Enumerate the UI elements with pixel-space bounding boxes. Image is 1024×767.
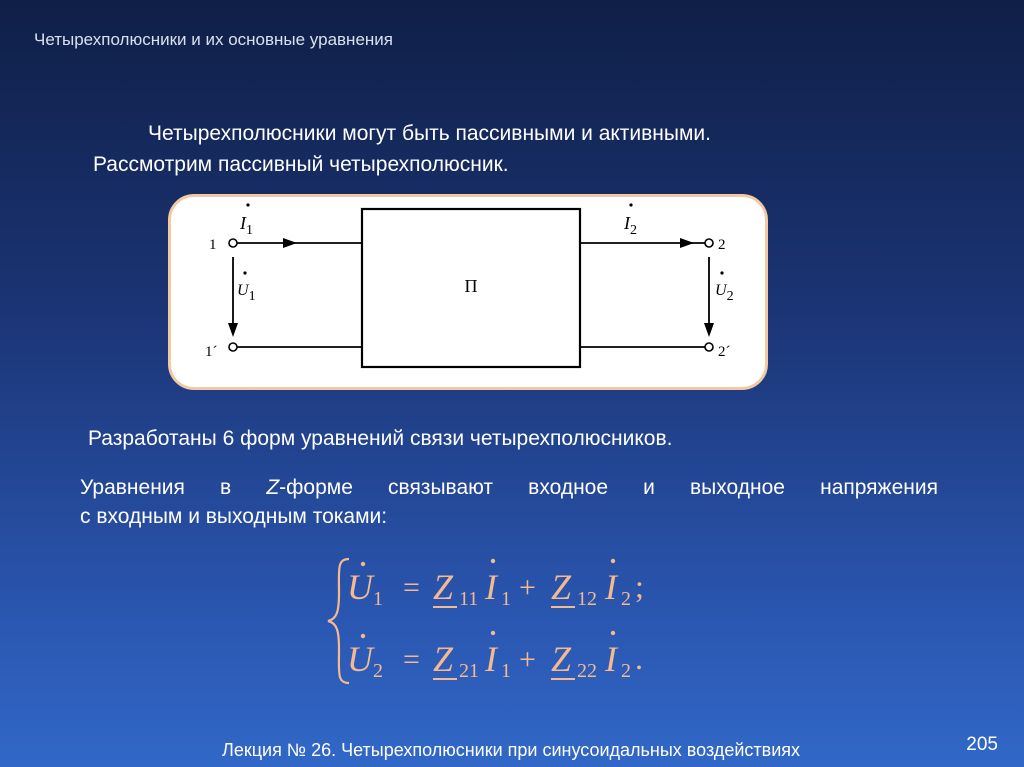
equation-1 <box>347 559 644 610</box>
svg-text:1: 1 <box>501 660 511 682</box>
svg-text:U: U <box>347 639 373 679</box>
svg-text:.: . <box>635 640 643 676</box>
svg-text:11: 11 <box>459 588 479 610</box>
two-port-diagram-card <box>168 194 768 390</box>
svg-text:=: = <box>403 643 420 676</box>
current-in-label: $I_1$ <box>240 213 253 238</box>
svg-text:=: = <box>403 571 420 604</box>
current-out-arrow <box>680 238 694 248</box>
voltage-in-arrow <box>228 323 238 337</box>
svg-text:12: 12 <box>577 588 597 610</box>
terminal-1 <box>229 239 237 247</box>
svg-text:+: + <box>519 571 536 604</box>
current-out-label: $I_2$ <box>624 213 637 238</box>
voltage-out-dot <box>720 271 723 274</box>
slide-title: Четырехполюсники и их основные уравнения <box>34 30 393 49</box>
svg-text:U: U <box>347 567 373 607</box>
system-brace <box>328 559 349 683</box>
voltage-in-label: U1 <box>237 282 256 304</box>
svg-text:+: + <box>519 643 536 676</box>
voltage-out-arrow <box>704 323 714 337</box>
voltage-out-label: U2 <box>715 282 734 304</box>
svg-text:Z: Z <box>433 639 454 679</box>
svg-text:Z: Z <box>433 567 454 607</box>
intro-line-1: Четырехполюсники могут быть пассивными и активными. <box>148 122 712 145</box>
svg-text:I: I <box>485 567 497 607</box>
terminal-2-prime <box>705 343 713 351</box>
svg-text:2: 2 <box>621 588 631 610</box>
svg-text:I: I <box>485 639 497 679</box>
svg-text:;: ; <box>635 568 644 604</box>
page-number: 205 <box>966 734 998 755</box>
terminal-1p-label: 1´ <box>205 344 218 360</box>
z-form-equations <box>325 553 685 693</box>
terminal-2p-label: 2´ <box>718 344 731 360</box>
two-port-diagram <box>171 197 771 393</box>
voltage-in-dot <box>243 271 246 274</box>
svg-text:21: 21 <box>459 660 479 682</box>
z-form-line-2: с входным и выходным токами: <box>80 505 388 528</box>
current-out-dot <box>629 203 632 206</box>
svg-text:Z: Z <box>551 567 572 607</box>
z-form-line-1: Уравнения в Z-форме связывают входное и выходное напряжения <box>80 476 938 499</box>
lecture-footer: Лекция № 26. Четырехполюсники при синусоидальных воздействиях <box>222 740 801 760</box>
svg-text:I: I <box>605 639 617 679</box>
equation-2 <box>347 631 643 682</box>
terminal-1-label: 1 <box>209 237 217 253</box>
current-in-dot <box>246 203 249 206</box>
svg-text:I: I <box>605 567 617 607</box>
intro-text <box>93 118 711 180</box>
svg-text:1: 1 <box>373 588 383 610</box>
intro-line-2: Рассмотрим пассивный четырехполюсник. <box>93 153 509 176</box>
svg-text:2: 2 <box>373 660 383 682</box>
z-form-description <box>80 473 938 531</box>
terminal-2 <box>705 239 713 247</box>
terminal-1-prime <box>229 343 237 351</box>
svg-text:Z: Z <box>551 639 572 679</box>
svg-text:2: 2 <box>621 660 631 682</box>
terminal-2-label: 2 <box>718 237 726 253</box>
svg-text:1: 1 <box>501 588 511 610</box>
forms-text: Разработаны 6 форм уравнений связи четырехполюсников. <box>88 427 673 450</box>
svg-text:22: 22 <box>577 660 597 682</box>
current-in-arrow <box>283 238 297 248</box>
box-label: П <box>464 276 478 296</box>
